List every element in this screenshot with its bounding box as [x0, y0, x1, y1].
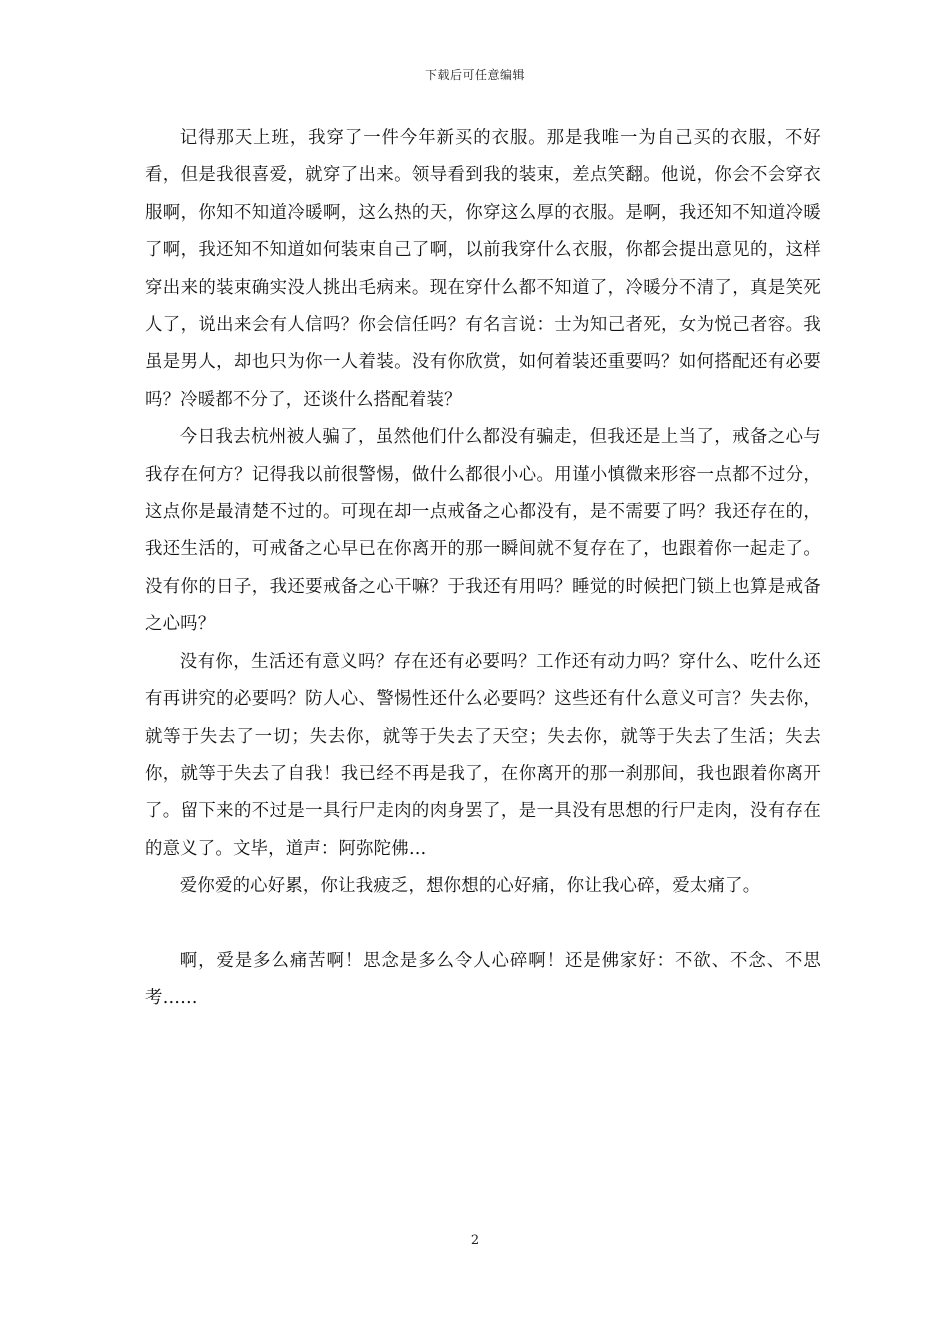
- paragraph-5: 啊，爱是多么痛苦啊！思念是多么令人心碎啊！还是佛家好：不欲、不念、不思考……: [145, 950, 821, 1008]
- paragraph-3: 没有你，生活还有意义吗？存在还有必要吗？工作还有动力吗？穿什么、吃什么还有再讲究的必要吗？防人心、警惕性还什么必要吗？这些还有什么意义可言？失去你，就等于失去了一切；失去你，就等于失去了天空；失去你，就等于失去了生活；失去你，就等于失去了自我！我已经不再是我了，在你离开的那一刹那间，我也跟着你离开了。留下来的不过是一具行尸走肉的肉身罢了，是一具没有思想的行尸走肉，没有存在的意义了。文毕，道声：阿弥陀佛…: [145, 651, 821, 859]
- page-number: 2: [470, 1233, 480, 1248]
- paragraph-2: 今日我去杭州被人骗了，虽然他们什么都没有骗走，但我还是上当了，戒备之心与我存在何方？记得我以前很警惕，做什么都很小心。用谨小慎微来形容一点都不过分，这点你是最清楚不过的。可现在却一点戒备之心都没有，是不需要了吗？我还存在的，我还生活的，可戒备之心早已在你离开的那一瞬间就不复存在了，也跟着你一起走了。没有你的日子，我还要戒备之心干嘛？于我还有用吗？睡觉的时候把门锁上也算是戒备之心吗？: [145, 427, 821, 635]
- paragraph-4: 爱你爱的心好累，你让我疲乏，想你想的心好痛，你让我心碎，爱太痛了。: [179, 876, 761, 897]
- paragraph-1: 记得那天上班，我穿了一件今年新买的衣服。那是我唯一为自己买的衣服，不好看，但是我很喜爱，就穿了出来。领导看到我的装束，差点笑翻。他说，你会不会穿衣服啊，你知不知道冷暖啊，这么热的天，你穿这么厚的衣服。是啊，我还知不知道冷暖了啊，我还知不知道如何装束自己了啊，以前我穿什么衣服，你都会提出意见的，这样穿出来的装束确实没人挑出毛病来。现在穿什么都不知道了，冷暖分不清了，真是笑死人了，说出来会有人信吗？你会信任吗？有名言说：士为知己者死，女为悦己者容。我虽是男人，却也只为你一人着装。没有你欣赏，如何着装还重要吗？如何搭配还有必要吗？冷暖都不分了，还谈什么搭配着装？: [145, 128, 821, 410]
- document-body: [145, 120, 821, 1017]
- page-header: 下载后可任意编辑: [424, 68, 525, 82]
